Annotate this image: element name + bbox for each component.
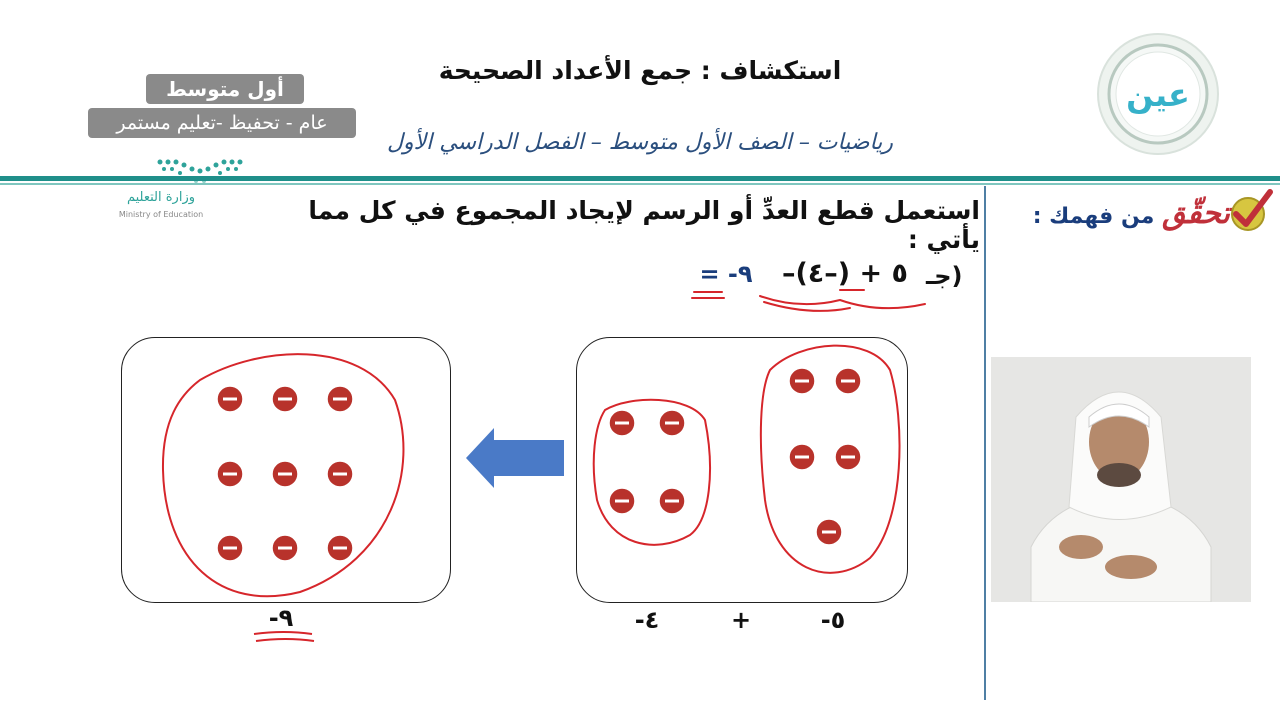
result-counter xyxy=(327,461,353,487)
instruction-text: استعمل قطع العدِّ أو الرسم لإيجاد المجموع في كل مما يأتي : xyxy=(308,196,980,254)
right-group-counter xyxy=(659,410,685,436)
left-group-counter xyxy=(789,444,815,470)
result-counter xyxy=(217,386,243,412)
left-group-label: -٥ xyxy=(820,606,846,634)
lesson-title: استكشاف : جمع الأعداد الصحيحة xyxy=(438,56,842,85)
presenter-video xyxy=(991,357,1251,602)
track-badge: عام - تحفيظ -تعليم مستمر xyxy=(88,108,356,138)
result-counter xyxy=(327,386,353,412)
result-counter xyxy=(272,386,298,412)
presenter-illustration xyxy=(991,357,1251,602)
ministry-name-ar: وزارة التعليم xyxy=(126,190,196,205)
problem-prefix: جـ) xyxy=(926,262,963,290)
plus-label: + xyxy=(730,606,752,634)
left-arrow-icon xyxy=(466,428,564,488)
check-label-main: تحقّق xyxy=(1162,196,1230,231)
result-counter xyxy=(272,461,298,487)
right-group-counter xyxy=(609,488,635,514)
grade-badge: أول متوسط xyxy=(146,74,304,104)
left-group-counter xyxy=(835,368,861,394)
result-counter xyxy=(327,535,353,561)
left-group-counter xyxy=(789,368,815,394)
left-group-counter xyxy=(835,444,861,470)
result-counter xyxy=(272,535,298,561)
problem-result: = ‎-٩ xyxy=(699,260,753,288)
problem-expression: –٥ + (–٤) xyxy=(781,258,909,289)
left-group-counter xyxy=(816,519,842,545)
right-group-label: -٤ xyxy=(634,606,660,634)
course-subtitle: رياضيات – الصف الأول متوسط – الفصل الدراسي الأول xyxy=(387,130,893,155)
ain-logo-text: عين xyxy=(1126,76,1190,114)
result-counter xyxy=(217,461,243,487)
right-group-counter xyxy=(659,488,685,514)
check-label-rest: من فهمك : xyxy=(1032,204,1155,229)
right-group-counter xyxy=(609,410,635,436)
result-label: -٩ xyxy=(268,604,294,632)
result-underline xyxy=(250,628,320,648)
ministry-name-en: Ministry of Education xyxy=(118,210,204,219)
result-counter xyxy=(217,535,243,561)
